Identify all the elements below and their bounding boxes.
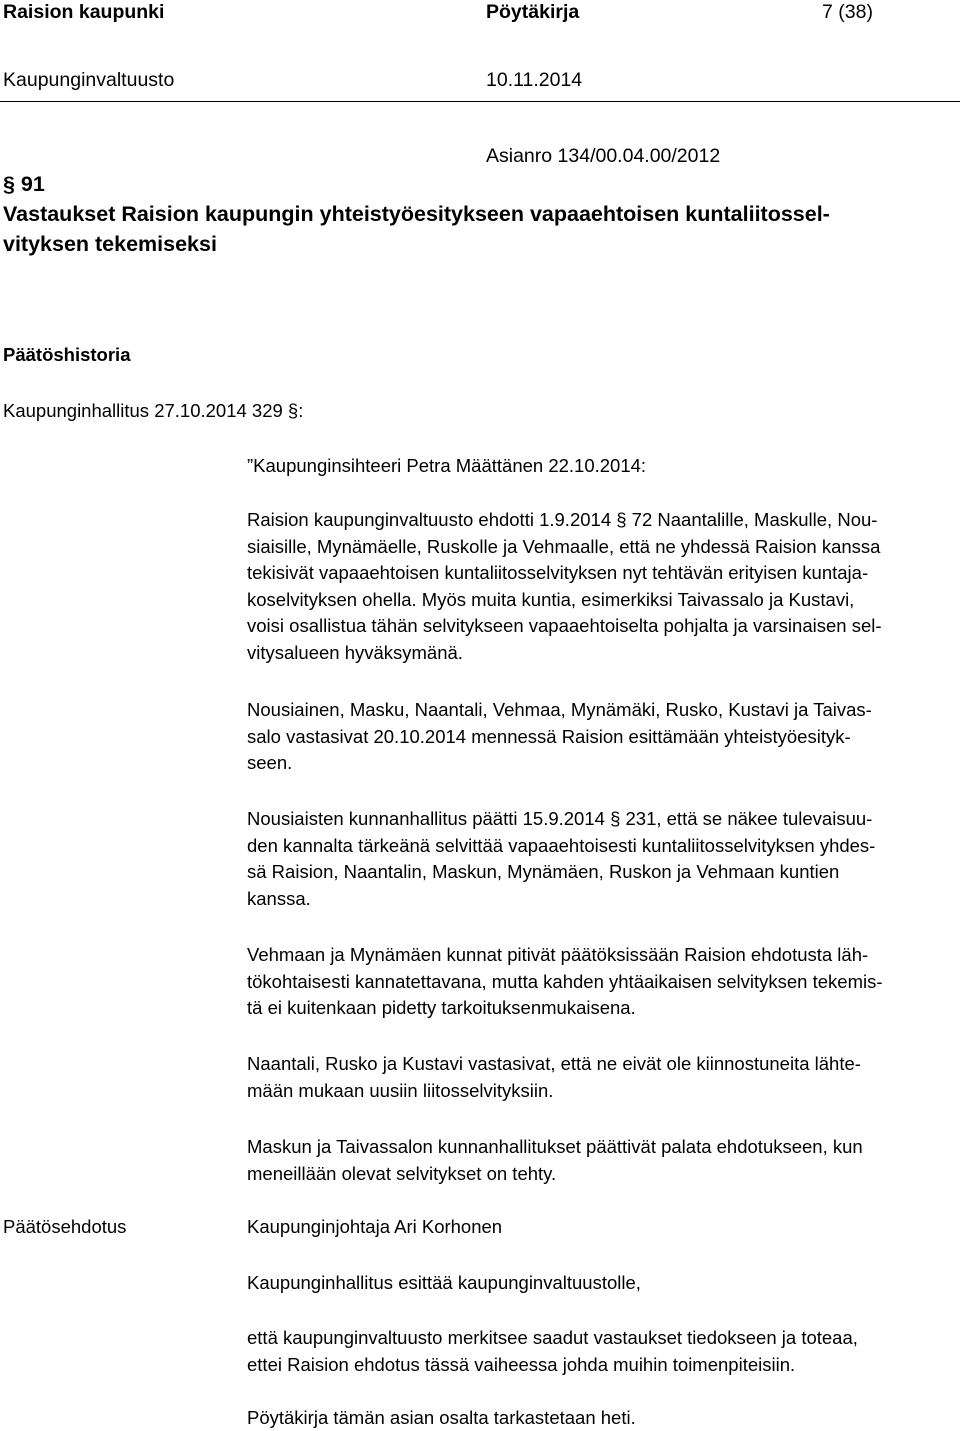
paragraph-line: Nousiaisten kunnanhallitus päätti 15.9.2014 § 231, että se näkee tulevaisuu- [247, 808, 873, 829]
paragraph-line: siaisille, Mynämäelle, Ruskolle ja Vehmaalle, että ne yhdessä Raision kanssa [247, 535, 881, 557]
meeting-body: Kaupunginvaltuusto [3, 69, 175, 91]
paragraph-line: tökohtaisesti kannatettavana, mutta kahden yhtäaikaisen selvityksen tekemis- [247, 970, 883, 992]
case-title-line-2: vityksen tekemiseksi [3, 232, 217, 256]
paragraph-3 [247, 806, 952, 912]
paragraph-line: Maskun ja Taivassalon kunnanhallitukset päättivät palata ehdotukseen, kun [247, 1136, 863, 1157]
paragraph-2 [247, 697, 952, 777]
document-type: Pöytäkirja [486, 1, 580, 23]
paragraph-line: mään mukaan uusiin liitosselvityksiin. [247, 1079, 554, 1101]
paragraph-6 [247, 1134, 952, 1187]
organization-name: Raision kaupunki [3, 1, 165, 23]
paragraph-line: voisi osallistua tähän selvitykseen vapaaehtoiselta pohjalta ja varsinaisen sel- [247, 615, 882, 637]
paragraph-line: tekisivät vapaaehtoisen kuntaliitosselvityksen nyt tehtävän erityisen kuntaja- [247, 562, 869, 584]
page-number: 7 (38) [822, 1, 873, 23]
section-number: § 91 [3, 172, 45, 196]
paragraph-5 [247, 1051, 952, 1104]
paragraph-line: seen. [247, 752, 293, 774]
paragraph-line: Raision kaupunginvaltuusto ehdotti 1.9.2014 § 72 Naantalille, Maskulle, Nou- [247, 509, 878, 530]
paragraph-line: tä ei kuitenkaan pidetty tarkoituksenmukaisena. [247, 997, 636, 1019]
proposal-paragraph [247, 1325, 952, 1378]
paragraph-line: Vehmaan ja Mynämäen kunnat pitivät päätöksissään Raision ehdotusta läh- [247, 944, 869, 965]
paragraph-line: salo vastasivat 20.10.2014 mennessä Raision esittämään yhteistyöesityk- [247, 725, 851, 747]
paragraph-line: kanssa. [247, 887, 311, 909]
case-title-line-1: Vastaukset Raision kaupungin yhteistyöesitykseen vapaaehtoisen kuntaliitossel- [3, 202, 830, 226]
decision-proposal-label: Päätösehdotus [3, 1216, 127, 1237]
proposal-presenter: Kaupunginjohtaja Ari Korhonen [247, 1216, 503, 1237]
paragraph-line: koselvityksen ohella. Myös muita kuntia, esimerkiksi Taivassalo ja Kustavi, [247, 588, 855, 610]
paragraph-line: Naantali, Rusko ja Kustavi vastasivat, että ne eivät ole kiinnostuneita lähte- [247, 1053, 861, 1074]
history-entry: Kaupunginhallitus 27.10.2014 329 §: [3, 400, 304, 421]
proposal-line-3: Pöytäkirja tämän asian osalta tarkastetaan heti. [247, 1407, 636, 1428]
paragraph-4 [247, 942, 952, 1022]
paragraph-line: sä Raision, Naantalin, Maskun, Mynämäen, Ruskon ja Vehmaan kuntien [247, 861, 840, 883]
header-divider [0, 101, 960, 102]
proposal-line-1: Kaupunginhallitus esittää kaupunginvaltuustolle, [247, 1272, 641, 1293]
paragraph-line: että kaupunginvaltuusto merkitsee saadut vastaukset tiedokseen ja toteaa, [247, 1327, 858, 1348]
decision-history-heading: Päätöshistoria [3, 344, 131, 365]
paragraph-line: den kannalta tärkeänä selvittää vapaaehtoisesti kuntaliitosselvityksen yhdes- [247, 834, 876, 856]
case-number: Asianro 134/00.04.00/2012 [486, 145, 721, 167]
paragraph-1 [247, 507, 952, 667]
meeting-date: 10.11.2014 [486, 69, 583, 91]
paragraph-line: Nousiainen, Masku, Naantali, Vehmaa, Mynämäki, Rusko, Kustavi ja Taivas- [247, 699, 872, 720]
paragraph-line: meneillään olevat selvitykset on tehty. [247, 1162, 557, 1184]
paragraph-line: ettei Raision ehdotus tässä vaiheessa johda muihin toimenpiteisiin. [247, 1353, 796, 1375]
paragraph-line: vitysalueen hyväksymänä. [247, 641, 463, 663]
preparer-line: ”Kaupunginsihteeri Petra Määttänen 22.10.2014: [247, 455, 647, 476]
